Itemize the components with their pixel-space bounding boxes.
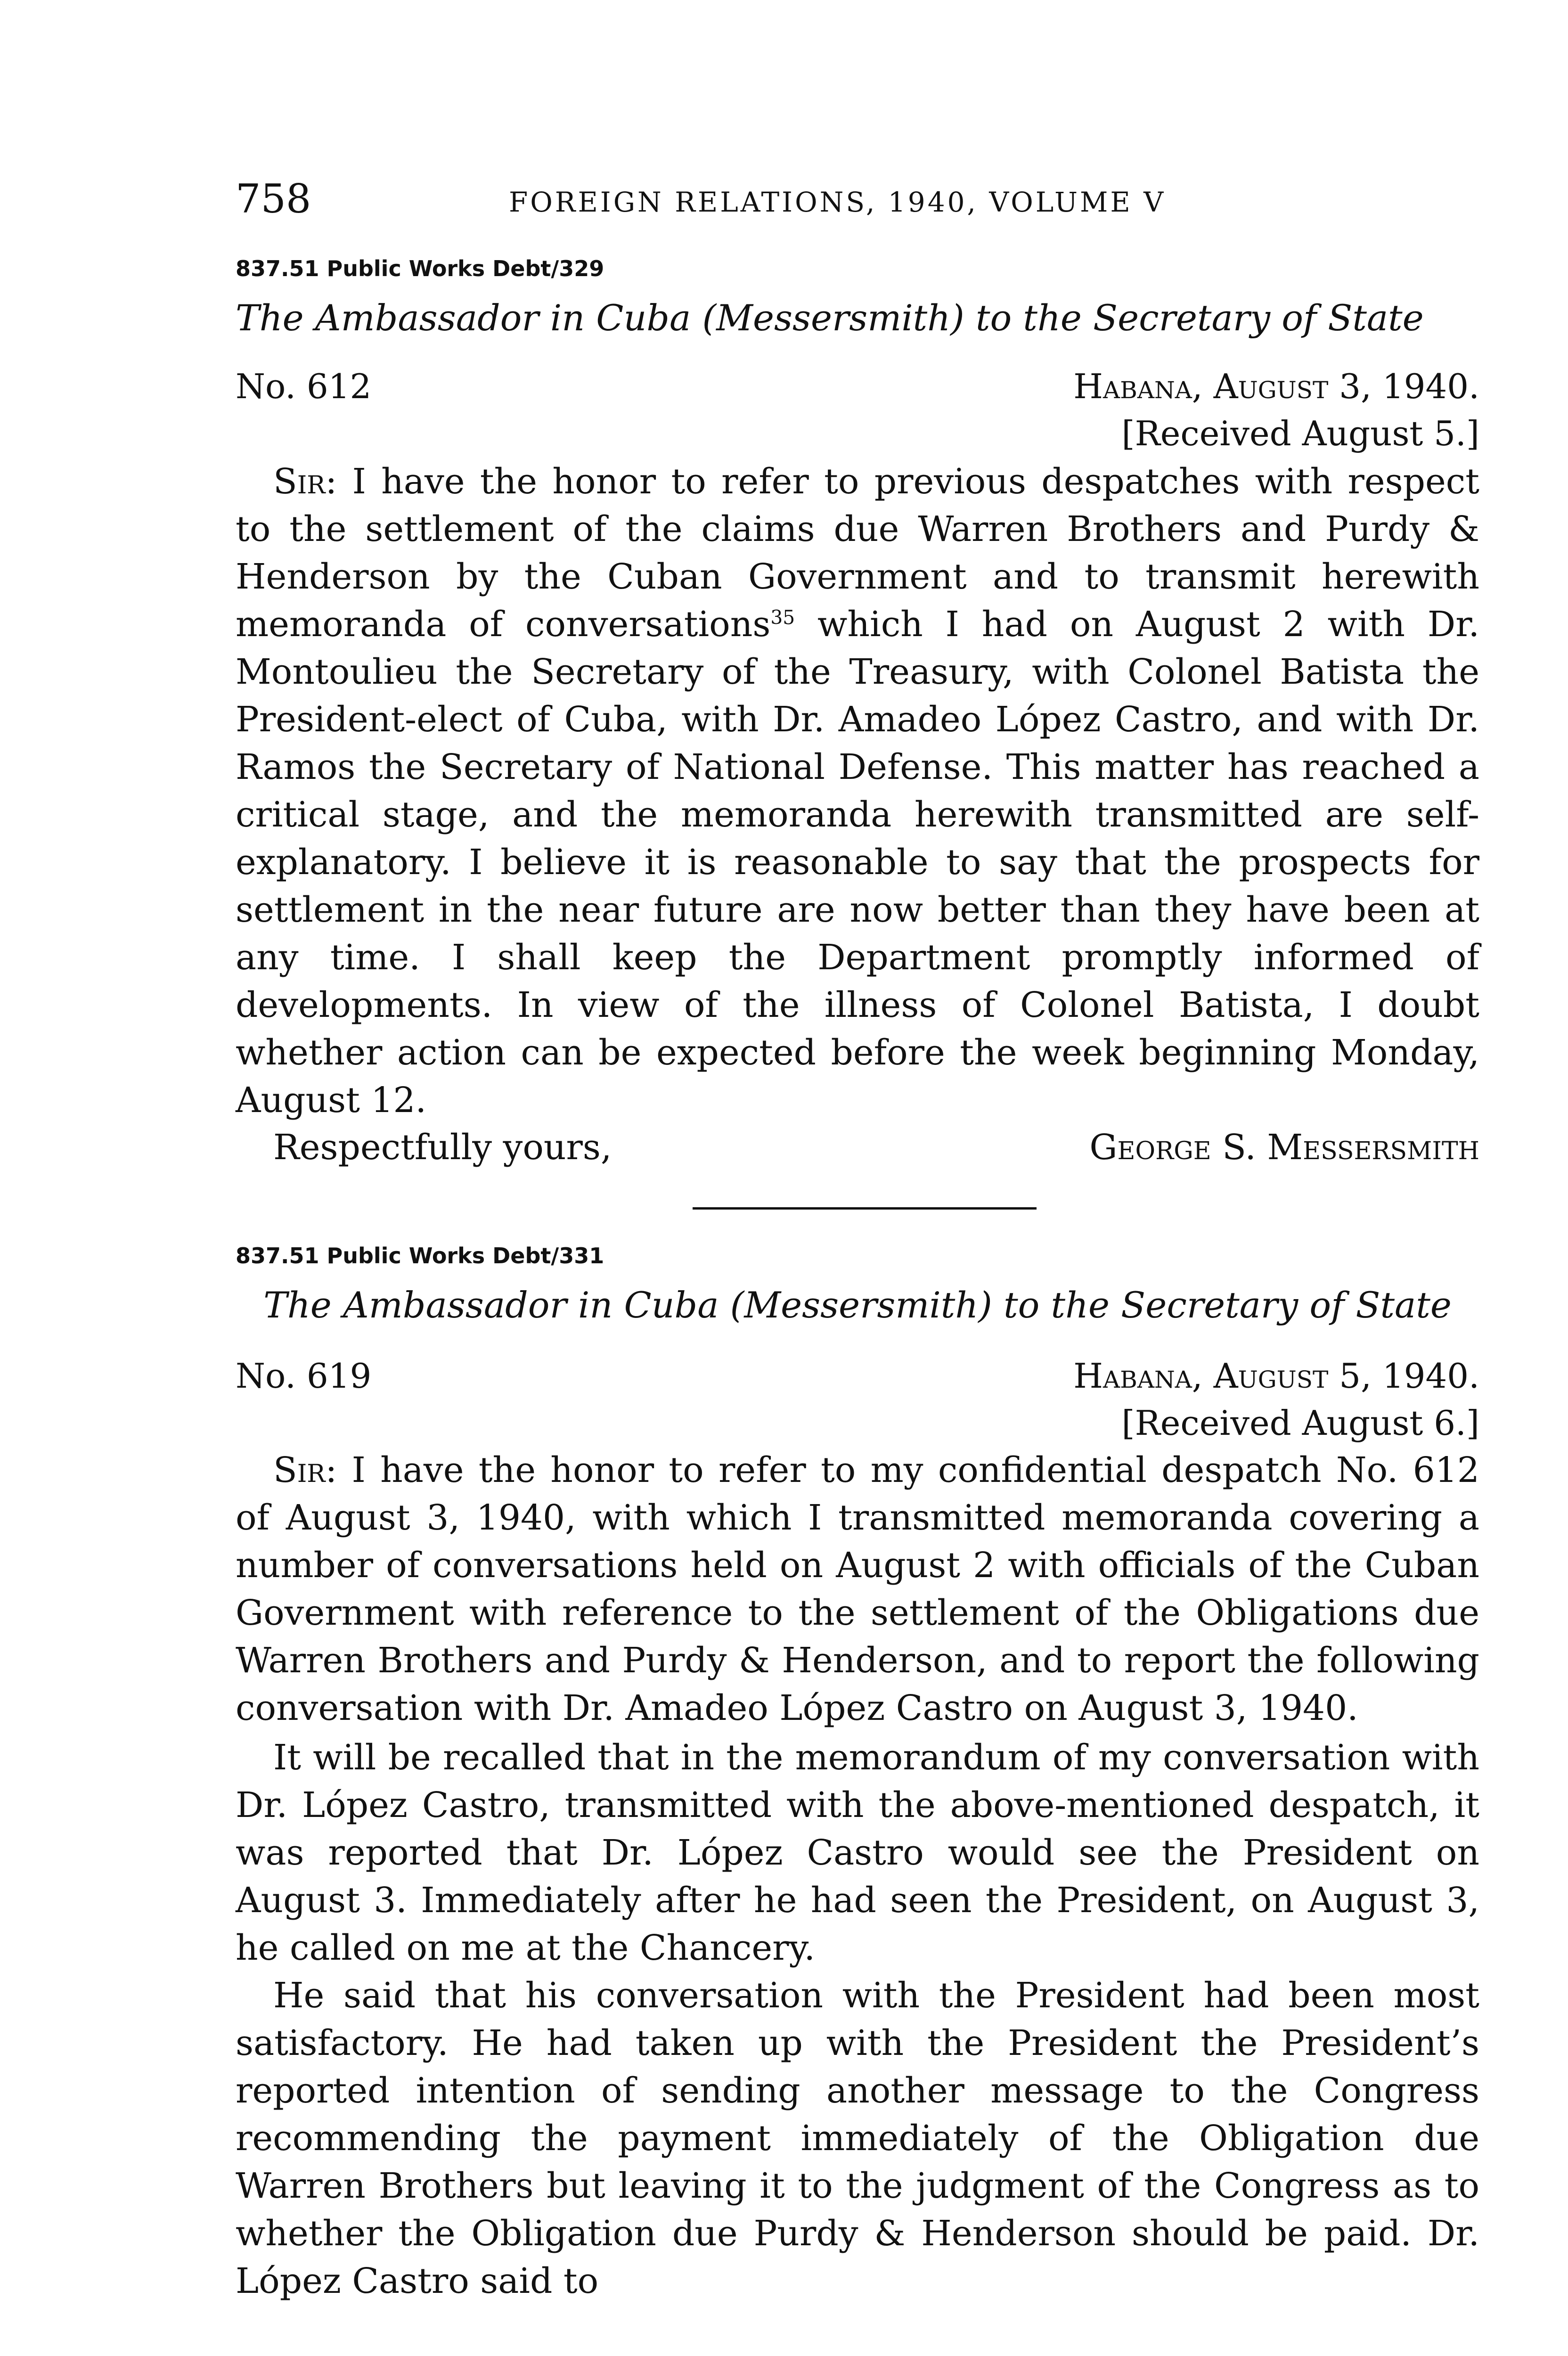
footnote-reference: 35 [770, 606, 795, 629]
dateline-612 [236, 363, 1479, 457]
despatch-number: No. 619 [236, 1356, 372, 1396]
running-header [236, 175, 1479, 232]
file-number-329: 837.51 Public Works Debt/329 [236, 256, 604, 281]
body-paragraph-619-2: It will be recalled that in the memorandum of my conversation with Dr. López Castro, transmitted with the above-mentioned despatch, it was reported that Dr. López Castro would see the President on August 3. Immediately after he had seen the President, on August 3, he called on me at the Chancery. [236, 1737, 1479, 1968]
file-number-331: 837.51 Public Works Debt/331 [236, 1243, 604, 1268]
complimentary-close: Respectfully yours, [273, 1127, 612, 1168]
signature: George S. Messersmith [1089, 1127, 1479, 1168]
body-text-a: : I have the honor to refer to previous despatches with respect to the settlement of the claims due Warren Brothers and Purdy & Henderson by the Cuban Government and to transmit herewith memoranda of conversations [236, 461, 1479, 645]
salutation: Sir [273, 461, 326, 502]
place-date: Habana, August 3, 1940. [1073, 367, 1479, 406]
dateline-619 [236, 1352, 1479, 1447]
despatch-number: No. 612 [236, 367, 372, 406]
closing-612 [236, 1124, 1479, 1171]
page-number: 758 [236, 176, 311, 222]
section-divider [693, 1207, 1037, 1210]
body-paragraph-619-3: He said that his conversation with the President had been most satisfactory. He had taken up with the President the President’s reported intention of sending another message to the Congress recommending the payment immediately of the Obligation due Warren Brothers but leaving it to the judgment of the Congress as to whether the Obligation due Purdy & Henderson should be paid. Dr. López Castro said to [236, 1975, 1479, 2301]
body-text-b: which I had on August 2 with Dr. Montoulieu the Secretary of the Treasury, with Colonel Batista the President-elect of Cuba, with Dr. Amadeo López Castro, and with Dr. Ramos the Secretary of National Defense. This matter has reached a critical stage, and the memoranda herewith transmitted are self-explanatory. I believe it is reasonable to say that the prospects for settlement in the near future are now better than they have been at any time. I shall keep the Department promptly informed of developments. In view of the illness of Colonel Batista, I doubt whether action can be expected before the week beginning Monday, August 12. [236, 604, 1480, 1121]
document-title-619: The Ambassador in Cuba (Messersmith) to the Secretary of State [263, 1284, 1452, 1326]
body-text: : I have the honor to refer to my confidential despatch No. 612 of August 3, 1940, with which I transmitted memoranda covering a number of conversations held on August 2 with officials of the Cuban Government with reference to the settlement of the Obligations due Warren Brothers and Purdy & Henderson, and to report the following conversation with Dr. Amadeo López Castro on August 3, 1940. [236, 1450, 1479, 1728]
place-date: Habana, August 5, 1940. [1073, 1356, 1479, 1396]
running-title: FOREIGN RELATIONS, 1940, VOLUME V [509, 186, 1166, 218]
document-title-612: The Ambassador in Cuba (Messersmith) to the Secretary of State [236, 297, 1424, 339]
received-date: [Received August 5.] [1121, 414, 1479, 453]
salutation: Sir [273, 1450, 326, 1490]
body-paragraph-612 [236, 458, 1479, 1124]
received-date: [Received August 6.] [1121, 1403, 1479, 1443]
body-paragraph-619-1 [236, 1447, 1479, 1732]
